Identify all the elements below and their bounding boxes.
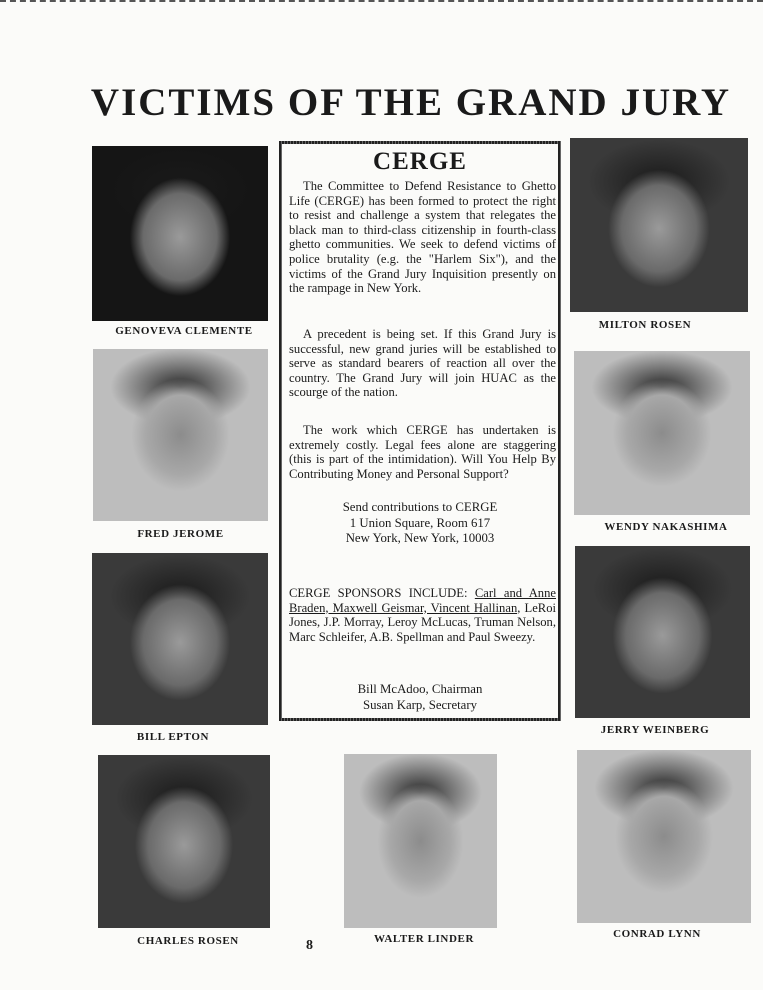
photo-charles-rosen <box>98 755 270 928</box>
cerge-paragraph-1: The Committee to Defend Resistance to Ghetto Life (CERGE) has been formed to protect the right to resist and challenge a system that relegates the black man to third-class citizenship in fourth-class ghetto communities. We seek to defend victims of police brutality (e.g. the "Harlem Six"), and the victims of the Grand Jury Inquisition presently on the rampage in New York. <box>289 179 556 296</box>
cerge-address <box>282 500 558 547</box>
photo-bill-epton <box>92 553 268 725</box>
photo-fred-jerome <box>93 349 268 521</box>
top-dashed-rule <box>0 0 763 6</box>
caption-conrad-lynn: CONRAD LYNN <box>613 928 701 940</box>
address-line: New York, New York, 10003 <box>345 531 495 545</box>
photo-conrad-lynn <box>577 750 751 923</box>
cerge-paragraph-2: A precedent is being set. If this Grand Jury is successful, new grand juries will be established to serve as standard bearers of reaction all over the country. The Grand Jury will join HUAC as the scourge of the nation. <box>289 327 556 400</box>
sponsors-label: CERGE SPONSORS INCLUDE: <box>289 586 468 600</box>
photo-milton-rosen <box>570 138 748 312</box>
photo-genoveva-clemente <box>92 146 268 321</box>
caption-walter-linder: WALTER LINDER <box>373 933 474 945</box>
cerge-box <box>279 141 561 721</box>
officer-line: Susan Karp, Secretary <box>362 697 478 712</box>
photo-wendy-nakashima <box>574 351 750 515</box>
caption-wendy-nakashima: WENDY NAKASHIMA <box>604 521 728 533</box>
photo-walter-linder <box>344 754 497 928</box>
caption-genoveva-clemente: GENOVEVA CLEMENTE <box>115 325 253 337</box>
officer-line: Bill McAdoo, Chairman <box>357 682 483 696</box>
cerge-heading: CERGE <box>373 148 467 175</box>
sponsors-underlined: Carl and Anne Braden, Maxwell Geismar, Vincent Hallinan, <box>289 586 556 615</box>
cerge-paragraph-3: The work which CERGE has undertaken is extremely costly. Legal fees alone are staggering (this is part of the intimidation). Will You Help By Contributing Money and Personal Support? <box>289 423 556 481</box>
page-title: VICTIMS OF THE GRAND JURY <box>90 81 732 124</box>
address-line: 1 Union Square, Room 617 <box>349 515 491 530</box>
caption-jerry-weinberg: JERRY WEINBERG <box>600 724 710 736</box>
sponsors-rest: LeRoi Jones, J.P. Morray, Leroy McLucas, Truman Nelson, Marc Schleifer, A.B. Spellman and Paul Sweezy. <box>289 600 556 644</box>
caption-bill-epton: BILL EPTON <box>136 731 210 743</box>
cerge-officers <box>282 682 558 713</box>
caption-fred-jerome: FRED JEROME <box>137 528 224 540</box>
page-number: 8 <box>306 938 313 953</box>
caption-milton-rosen: MILTON ROSEN <box>598 319 692 331</box>
cerge-sponsors <box>289 586 556 644</box>
caption-charles-rosen: CHARLES ROSEN <box>137 935 239 947</box>
address-line: Send contributions to CERGE <box>342 500 498 514</box>
photo-jerry-weinberg <box>575 546 750 718</box>
